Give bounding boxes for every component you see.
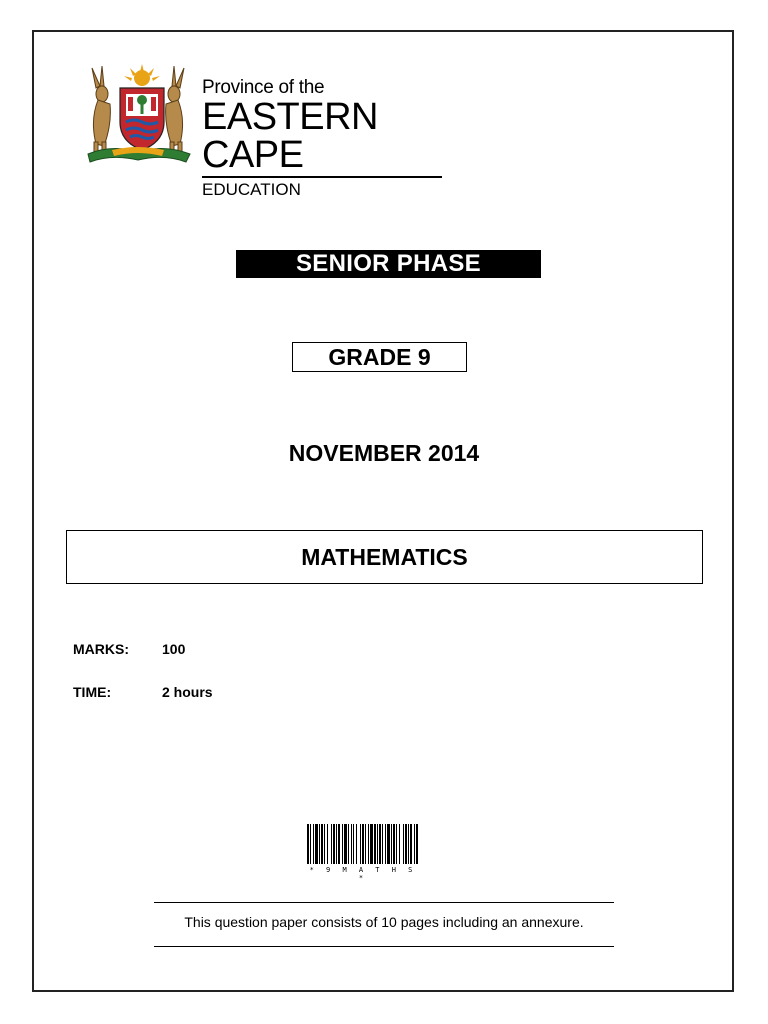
subject-title: MATHEMATICS (66, 530, 703, 584)
eastern-cape-education-logo (82, 64, 452, 199)
marks-row (73, 641, 185, 657)
logo-province-name: EASTERN CAPE (202, 96, 378, 176)
time-row (73, 684, 213, 700)
time-label: TIME: (73, 684, 112, 700)
barcode (306, 824, 420, 882)
coat-of-arms-icon (82, 64, 194, 164)
phase-banner: SENIOR PHASE (236, 250, 541, 278)
logo-divider (202, 176, 442, 178)
logo-department-text: EDUCATION (202, 180, 301, 199)
footer-top-rule (154, 902, 614, 903)
exam-date: NOVEMBER 2014 (288, 440, 480, 466)
marks-label: MARKS: (73, 641, 129, 657)
barcode-text: * 9 M A T H S * (309, 866, 417, 882)
time-value: 2 hours (162, 684, 213, 700)
marks-value: 100 (162, 641, 186, 657)
barcode-bars (306, 824, 420, 866)
logo-wordmark (202, 78, 452, 199)
page-count-note: This question paper consists of 10 pages including an annexure. (184, 914, 584, 930)
logo-province-text: Province of the (202, 77, 325, 98)
grade-label: GRADE 9 (292, 342, 467, 372)
footer-bottom-rule (154, 946, 614, 947)
